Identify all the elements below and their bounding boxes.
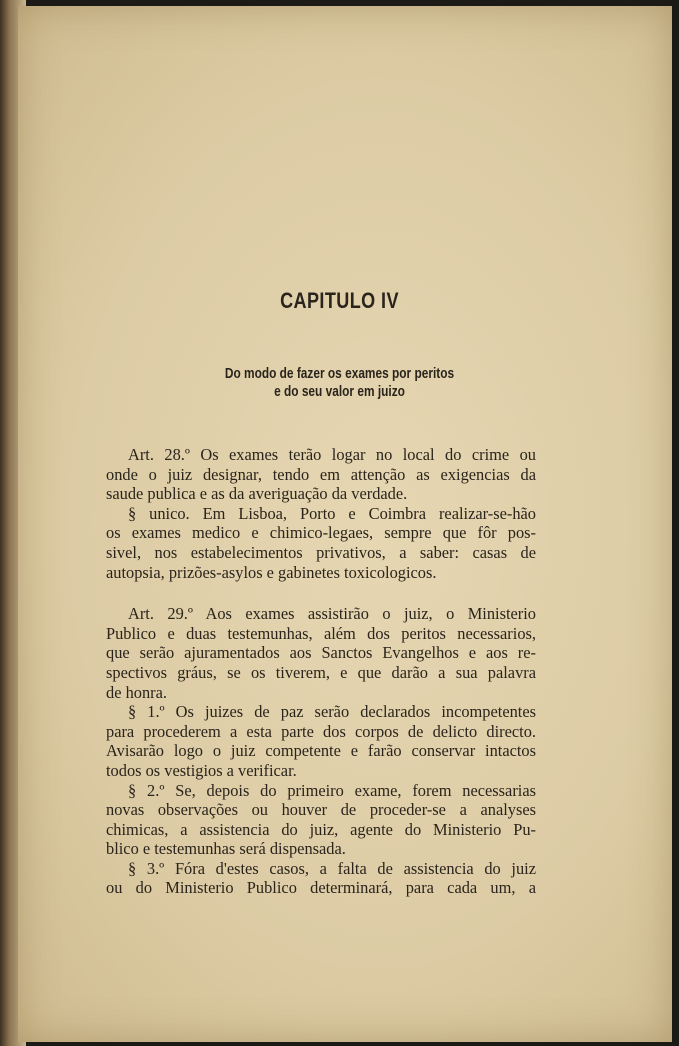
body-text xyxy=(106,445,536,898)
text-line: spectivos gráus, se os tiverem, e que darão a sua palavra xyxy=(106,662,536,682)
text-line: que serão ajuramentados aos Sanctos Evangelhos e aos re- xyxy=(106,643,536,663)
text-line: os exames medico e chimico-legaes, sempre que fôr pos- xyxy=(106,523,536,543)
paragraph-section-1 xyxy=(106,702,536,780)
text-line: ou do Ministerio Publico determinará, para cada um, a xyxy=(106,878,536,898)
paragraph-unico xyxy=(106,504,536,582)
text-line: saude publica e as da averiguação da verdade. xyxy=(106,484,408,504)
text-line: sivel, nos estabelecimentos privativos, a saber: casas de xyxy=(106,542,536,562)
text-line: para procederem a esta parte dos corpos de delicto directo. xyxy=(106,721,536,741)
chapter-subtitle-line-1: Do modo de fazer os exames por peritos xyxy=(224,366,455,382)
text-line: § unico. Em Lisboa, Porto e Coimbra realizar-se-hão xyxy=(128,503,536,523)
chapter-subtitle-line-2: e do seu valor em juizo xyxy=(274,384,405,400)
text-line: de honra. xyxy=(106,682,167,702)
paragraph-section-2 xyxy=(106,781,536,859)
text-line: autopsia, prizões-asylos e gabinetes toxicologicos. xyxy=(106,562,437,582)
text-line: Publico e duas testemunhas, além dos peritos necessarios, xyxy=(106,623,536,643)
text-line: blico e testemunhas será dispensada. xyxy=(106,839,346,859)
paragraph-section-3 xyxy=(106,859,536,898)
chapter-title: CAPITULO IV xyxy=(280,288,399,313)
text-line: Art. 29.º Aos exames assistirão o juiz, o Ministerio xyxy=(128,604,536,624)
paragraph-art-29 xyxy=(106,604,536,702)
text-line: Art. 28.º Os exames terão logar no local do crime ou xyxy=(128,445,536,464)
text-line: § 1.º Os juizes de paz serão declarados incompetentes xyxy=(128,702,536,722)
text-line: onde o juiz designar, tendo em attenção as exigencias da xyxy=(106,464,536,484)
text-line: § 3.º Fóra d'estes casos, a falta de assistencia do juiz xyxy=(128,858,536,878)
text-line: Avisarão logo o juiz competente e farão conservar intactos xyxy=(106,741,536,761)
text-line: chimicas, a assistencia do juiz, agente do Ministerio Pu- xyxy=(106,819,536,839)
text-line: todos os vestigios a verificar. xyxy=(106,760,297,780)
paragraph-art-28 xyxy=(106,445,536,504)
text-line: § 2.º Se, depois do primeiro exame, forem necessarias xyxy=(128,780,536,800)
text-line: novas observações ou houver de proceder-se a analyses xyxy=(106,800,536,820)
